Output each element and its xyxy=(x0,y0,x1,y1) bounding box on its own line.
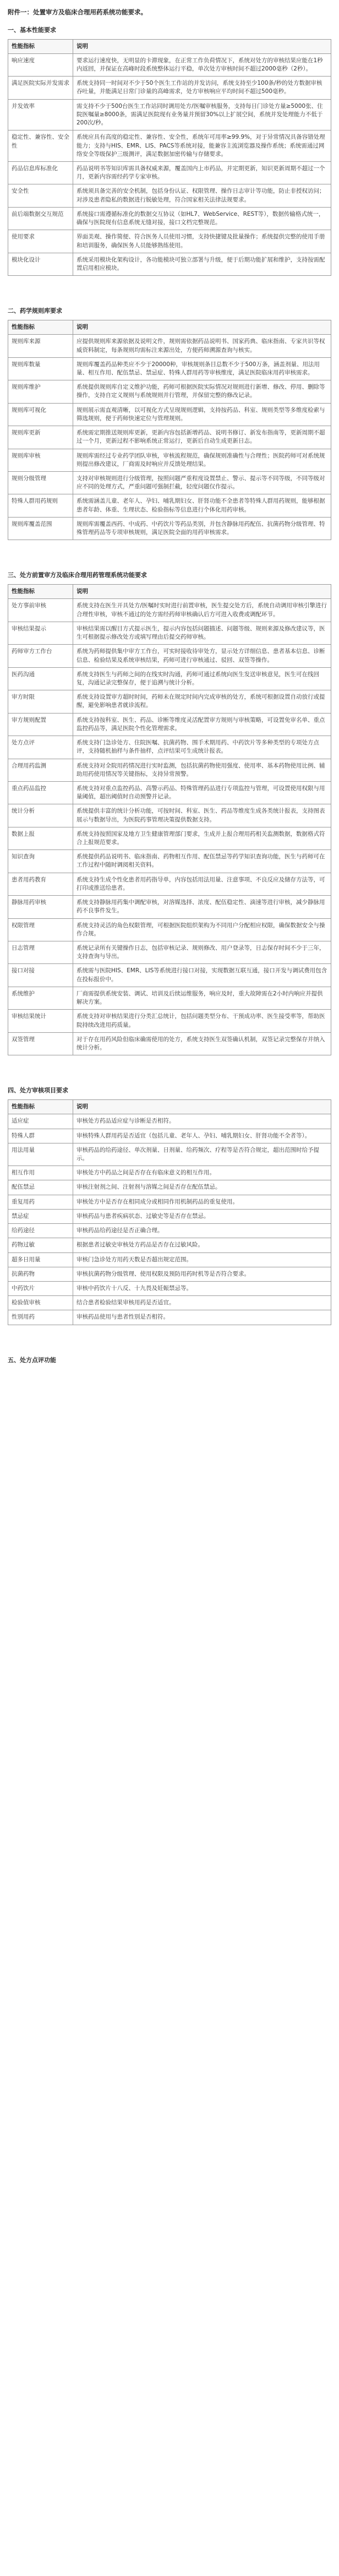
section-title: 四、处方审核项目要求 xyxy=(8,1087,68,1094)
metric-name: 系统维护 xyxy=(8,987,73,1009)
metric-description: 支持对审核规则进行分级管理，按照问题严重程度设置禁止、警示、提示等不同等级，不同等级对应不同的处理方式，严重问题可强制拦截，轻度问题仅作提示。 xyxy=(73,471,331,494)
table-row xyxy=(8,1310,331,1325)
metric-name: 统计分析 xyxy=(8,804,73,827)
table-row xyxy=(8,850,331,873)
metric-description: 结合患者检验结果审核用药是否适宜。 xyxy=(73,1296,331,1310)
table-row xyxy=(8,622,331,644)
metric-description: 审核处方中是否存在相同成分或相同作用机制药品的重复使用。 xyxy=(73,1195,331,1209)
table-row xyxy=(8,184,331,207)
column-header-description: 说明 xyxy=(73,320,331,335)
metric-name: 知识查询 xyxy=(8,850,73,873)
section-gap xyxy=(8,540,331,562)
metric-description: 对于存在用药风险但临床确需使用的处方，系统支持医生双签确认机制，双签记录完整保存并纳入统计分析。 xyxy=(73,1032,331,1055)
section-title: 五、处方点评功能 xyxy=(8,1356,56,1364)
table-row xyxy=(8,781,331,804)
sections-container xyxy=(8,26,331,1365)
table-row xyxy=(8,471,331,494)
metric-description: 系统支持生成个性化患者用药指导单，内容包括用法用量、注意事项、不良反应及储存方法等，可打印或推送给患者。 xyxy=(73,873,331,895)
table-row xyxy=(8,130,331,162)
metric-name: 权限管理 xyxy=(8,918,73,941)
metric-description: 审核结果需以醒目方式提示医生，提示内容包括问题描述、问题等级、规则来源及修改建议等，医生可根据提示修改处方或填写理由后提交药师审核。 xyxy=(73,622,331,644)
table-row xyxy=(8,987,331,1009)
table-row xyxy=(8,335,331,357)
metric-description: 审核抗菌药物分级管理、使用权限及预防用药时机等是否符合要求。 xyxy=(73,1267,331,1281)
metric-description: 系统应具有高度的稳定性、兼容性、安全性，系统年可用率≥99.9%，对于异常情况具备容错处理能力；支持与HIS、EMR、LIS、PACS等系统对接，能兼容主流浏览器及操作系统；系统需通过网络安全等级保护三级测评，满足数据加密传输与存储要求。 xyxy=(73,130,331,162)
section-title: 一、基本性能要求 xyxy=(8,26,56,34)
table-row xyxy=(8,1010,331,1032)
table-row xyxy=(8,873,331,895)
metric-name: 规则库来源 xyxy=(8,335,73,357)
table-row xyxy=(8,403,331,426)
table-row xyxy=(8,426,331,449)
table-row xyxy=(8,517,331,540)
metric-name: 安全性 xyxy=(8,184,73,207)
section-5 xyxy=(8,1356,331,1365)
metric-name: 接口对接 xyxy=(8,964,73,987)
metric-name: 稳定性、兼容性、安全性 xyxy=(8,130,73,162)
table-row xyxy=(8,1209,331,1223)
metric-description: 审核处方中药品之间是否存在有临床意义的相互作用。 xyxy=(73,1166,331,1180)
table-row xyxy=(8,1281,331,1295)
metric-description: 审核药品的给药途径、单次剂量、日剂量、给药频次、疗程等是否符合规定，超出范围时给予提示。 xyxy=(73,1143,331,1166)
table-row xyxy=(8,690,331,713)
metric-description: 规则库覆盖药品种类应不少于20000种，审核规则条目总数不少于500万条，涵盖剂量、用法用量、相互作用、配伍禁忌、禁忌症、特殊人群用药等审核维度，满足医院临床用药审核需求。 xyxy=(73,357,331,380)
requirements-table xyxy=(8,1099,331,1325)
requirements-table xyxy=(8,320,331,540)
metric-description: 审核门急诊处方用药天数是否超出规定范围。 xyxy=(73,1252,331,1267)
table-row xyxy=(8,759,331,781)
table-row xyxy=(8,941,331,964)
table-header-row xyxy=(8,39,331,53)
metric-description: 规则库需经过专业药学团队审核，审核流程规范，确保规则准确性与合理性；医院药师可对系统规则提出修改建议，厂商需及时响应并反馈处理结果。 xyxy=(73,449,331,471)
metric-description: 应提供规则库来源依据及说明文件，规则需依据药品说明书、国家药典、临床指南、专家共识等权威资料制定，每条规则均需标注来源出处，方便药师溯源查询与核实。 xyxy=(73,335,331,357)
table-row xyxy=(8,645,331,667)
metric-name: 用法用量 xyxy=(8,1143,73,1166)
metric-name: 重点药品监控 xyxy=(8,781,73,804)
table-row xyxy=(8,494,331,517)
table-row xyxy=(8,599,331,622)
metric-description: 系统提供规则库自定义维护功能，药师可根据医院实际情况对规则进行新增、修改、停用、删除等操作，支持自定义规则与系统规则并行管理，并保留完整的修改记录。 xyxy=(73,380,331,403)
requirements-table xyxy=(8,584,331,1055)
metric-name: 超多日用量 xyxy=(8,1252,73,1267)
metric-description: 系统支持按照国家及地方卫生健康管理部门要求，生成并上报合理用药相关监测数据，数据格式符合上报规范要求。 xyxy=(73,827,331,849)
table-row xyxy=(8,1129,331,1143)
table-row xyxy=(8,380,331,403)
table-row xyxy=(8,1180,331,1195)
metric-description: 系统支持按科室、医生、药品、诊断等维度灵活配置审方规则与审核策略，可设置免审名单、重点监控药品等，满足医院个性化管理需求。 xyxy=(73,713,331,736)
table-row xyxy=(8,918,331,941)
metric-description: 系统支持对审核结果进行分类汇总统计，包括问题类型分布、干预成功率、医生接受率等，帮助医院持续改进用药质量。 xyxy=(73,1010,331,1032)
table-row xyxy=(8,1296,331,1310)
requirements-table xyxy=(8,39,331,276)
table-row xyxy=(8,827,331,849)
table-row xyxy=(8,804,331,827)
metric-description: 审核药品使用与患者性别是否相符。 xyxy=(73,1310,331,1325)
metric-name: 规则库审核 xyxy=(8,449,73,471)
metric-description: 系统为药师提供集中审方工作台，可实时接收待审处方，显示处方详细信息、患者基本信息、诊断信息、检验结果及系统审核结果，药师可进行审核通过、驳回、双签等操作。 xyxy=(73,645,331,667)
metric-description: 系统采用模块化架构设计，各功能模块可独立部署与升级，便于后期功能扩展和维护，支持按需配置启用相应模块。 xyxy=(73,253,331,275)
table-row xyxy=(8,1238,331,1252)
metric-description: 药品说明书等知识库需具备权威来源，覆盖国内上市药品，并定期更新，知识更新周期不超过一个月，更新内容需经药学专家审核。 xyxy=(73,162,331,184)
metric-name: 重复用药 xyxy=(8,1195,73,1209)
metric-name: 满足医院实际并发需求 xyxy=(8,77,73,99)
column-header-metric: 性能指标 xyxy=(8,320,73,335)
metric-description: 界面美观、操作简便、符合医务人员使用习惯，支持快捷键及批量操作；系统提供完整的使用手册和培训服务，确保医务人员能够熟练使用。 xyxy=(73,230,331,253)
section-gap xyxy=(8,276,331,298)
metric-description: 系统支持对重点监控药品、高警示药品、特殊管理药品进行专项监控与管理，可设置使用权限与用量阈值，超出阈值时自动预警并记录。 xyxy=(73,781,331,804)
metric-description: 系统支持门急诊处方、住院医嘱、抗菌药物、围手术期用药、中药饮片等多种类型的专项处方点评，支持随机抽样与条件抽样，点评结果可生成统计报表。 xyxy=(73,736,331,759)
document-heading: 附件一：处置审方及临床合理用药系统功能要求。 xyxy=(8,8,147,16)
metric-name: 规则库维护 xyxy=(8,380,73,403)
metric-name: 规则库可视化 xyxy=(8,403,73,426)
metric-name: 使用要求 xyxy=(8,230,73,253)
metric-name: 医药沟通 xyxy=(8,667,73,690)
metric-name: 性别用药 xyxy=(8,1310,73,1325)
metric-name: 规则库覆盖范围 xyxy=(8,517,73,540)
table-row xyxy=(8,77,331,99)
metric-description: 系统支持设置审方超时时间，药师未在规定时间内完成审核的处方，系统可根据设置自动放行或提醒，避免影响患者就诊流程。 xyxy=(73,690,331,713)
metric-description: 系统支持在医生开具处方/医嘱时实时进行前置审核，医生提交处方后，系统自动调用审核引擎进行合理性审核，审核不通过的处方需经药师审核确认后方可进入收费或调配环节。 xyxy=(73,599,331,622)
section-gap xyxy=(8,1055,331,1077)
metric-description: 根据患者过敏史审核处方药品是否存在过敏风险。 xyxy=(73,1238,331,1252)
section-4 xyxy=(8,1086,331,1325)
column-header-metric: 性能指标 xyxy=(8,39,73,53)
metric-description: 厂商需提供系统安装、调试、培训及后续运维服务，响应及时，重大故障需在2小时内响应并提供解决方案。 xyxy=(73,987,331,1009)
metric-name: 并发效率 xyxy=(8,99,73,130)
metric-description: 系统须具备完善的安全机制，包括身份认证、权限管理、操作日志审计等功能，防止非授权访问；对涉及患者隐私的数据进行脱敏处理，符合国家相关法律法规要求。 xyxy=(73,184,331,207)
metric-name: 患者用药教育 xyxy=(8,873,73,895)
table-row xyxy=(8,99,331,130)
metric-name: 响应速度 xyxy=(8,53,73,76)
table-row xyxy=(8,1195,331,1209)
metric-name: 给药途径 xyxy=(8,1224,73,1238)
table-row xyxy=(8,449,331,471)
table-row xyxy=(8,1143,331,1166)
metric-name: 相互作用 xyxy=(8,1166,73,1180)
metric-name: 审方规则配置 xyxy=(8,713,73,736)
table-row xyxy=(8,1252,331,1267)
table-row xyxy=(8,162,331,184)
metric-description: 规则展示需直观清晰，以可视化方式呈现规则逻辑，支持按药品、科室、规则类型等多维度检索与筛选规则，便于药师快速定位与管理规则。 xyxy=(73,403,331,426)
metric-name: 审核结果统计 xyxy=(8,1010,73,1032)
metric-description: 系统支持同一时间对不少于50个医生工作站的并发访问，系统支持至少100条/秒的处方数据审核吞吐量，并能满足日常门诊量的高峰需求，处方审核响应平均时间不超过500毫秒。 xyxy=(73,77,331,99)
metric-name: 处方事前审核 xyxy=(8,599,73,622)
metric-description: 需支持不少于500台医生工作站同时调用处方/医嘱审核服务，支持每日门诊处方量≥5000张、住院医嘱量≥8000条，需满足医院现有业务量并预留30%以上扩展空间，系统并发处理能力不低于200次/秒。 xyxy=(73,99,331,130)
metric-name: 前后端数据交互规范 xyxy=(8,207,73,230)
metric-name: 合理用药监测 xyxy=(8,759,73,781)
column-header-metric: 性能指标 xyxy=(8,1100,73,1114)
table-row xyxy=(8,736,331,759)
column-header-description: 说明 xyxy=(73,39,331,53)
metric-name: 处方点评 xyxy=(8,736,73,759)
metric-name: 日志管理 xyxy=(8,941,73,964)
table-row xyxy=(8,230,331,253)
metric-description: 要求运行速度快，无明显的卡滞现象，在正常工作负荷情况下，系统对处方的审核结果应能在1秒内返回，并保证在高峰时段系统整体运行平稳，单次处方审核时间不超过2000毫秒（2秒）。 xyxy=(73,53,331,76)
metric-name: 模块化设计 xyxy=(8,253,73,275)
table-row xyxy=(8,713,331,736)
metric-description: 审核药品与患者疾病状态、过敏史等是否存在禁忌。 xyxy=(73,1209,331,1223)
metric-name: 规则库数量 xyxy=(8,357,73,380)
table-header-row xyxy=(8,585,331,599)
metric-description: 审核中药饮片十八反、十九畏及妊娠禁忌等。 xyxy=(73,1281,331,1295)
metric-name: 禁忌症 xyxy=(8,1209,73,1223)
metric-description: 系统提供丰富的统计分析功能，可按时间、科室、医生、药品等维度生成各类统计报表，支持图表展示与数据导出，为医院药事管理决策提供数据支持。 xyxy=(73,804,331,827)
metric-name: 规则库更新 xyxy=(8,426,73,449)
column-header-description: 说明 xyxy=(73,585,331,599)
section-3 xyxy=(8,571,331,1055)
section-2 xyxy=(8,307,331,540)
metric-description: 系统需与医院HIS、EMR、LIS等系统进行接口对接，实现数据互联互通，接口开发与调试费用包含在投标报价中。 xyxy=(73,964,331,987)
metric-description: 系统需定期推送规则库更新，更新内容包括新增药品、说明书修订、新发布指南等，更新周期不超过一个月，更新过程不影响系统正常运行，更新后自动生成更新日志。 xyxy=(73,426,331,449)
table-row xyxy=(8,53,331,76)
metric-name: 药师审方工作台 xyxy=(8,645,73,667)
metric-name: 配伍禁忌 xyxy=(8,1180,73,1195)
metric-description: 审核药品给药途径是否正确合理。 xyxy=(73,1224,331,1238)
metric-description: 审核注射剂之间、注射剂与溶媒之间是否存在配伍禁忌。 xyxy=(73,1180,331,1195)
metric-description: 系统支持静脉用药集中调配审核，对溶媒选择、浓度、配伍稳定性、滴速等进行审核，减少静脉用药不良事件发生。 xyxy=(73,896,331,918)
column-header-metric: 性能指标 xyxy=(8,585,73,599)
metric-name: 规则分级管理 xyxy=(8,471,73,494)
metric-description: 系统支持对全院用药情况进行实时监测，包括抗菌药物使用强度、使用率、基本药物使用比例、辅助用药使用情况等关键指标，支持异常预警。 xyxy=(73,759,331,781)
table-row xyxy=(8,1032,331,1055)
metric-name: 药品信息库标准化 xyxy=(8,162,73,184)
metric-description: 系统支持灵活的角色权限管理，可根据医院组织架构为不同用户分配相应权限，确保数据安全与操作合规。 xyxy=(73,918,331,941)
metric-description: 系统记录所有关键操作日志，包括审核记录、规则修改、用户登录等，日志保存时间不少于三年，支持查询与导出。 xyxy=(73,941,331,964)
table-row xyxy=(8,253,331,275)
table-row xyxy=(8,1114,331,1129)
metric-name: 静脉用药审核 xyxy=(8,896,73,918)
metric-name: 数据上报 xyxy=(8,827,73,849)
metric-name: 特殊人群 xyxy=(8,1129,73,1143)
metric-description: 规则库需覆盖西药、中成药、中药饮片等药品类别，并包含静脉用药配伍、抗菌药物分级管理、特殊管理药品等专项审核规则，满足医院全面的用药审核需求。 xyxy=(73,517,331,540)
section-1 xyxy=(8,26,331,276)
metric-name: 检验值审核 xyxy=(8,1296,73,1310)
metric-description: 审核特殊人群用药是否适宜（包括儿童、老年人、孕妇、哺乳期妇女、肝肾功能不全者等）。 xyxy=(73,1129,331,1143)
metric-description: 系统接口需遵循标准化的数据交互协议（如HL7、WebService、REST等），数据传输格式统一，确保与医院现有信息系统无缝对接，接口文档完整规范。 xyxy=(73,207,331,230)
table-row xyxy=(8,207,331,230)
metric-name: 双签管理 xyxy=(8,1032,73,1055)
section-gap xyxy=(8,1325,331,1347)
metric-name: 中药饮片 xyxy=(8,1281,73,1295)
metric-description: 审核处方药品适应症与诊断是否相符。 xyxy=(73,1114,331,1129)
metric-name: 抗菌药物 xyxy=(8,1267,73,1281)
table-row xyxy=(8,1267,331,1281)
table-header-row xyxy=(8,1100,331,1114)
table-row xyxy=(8,357,331,380)
column-header-description: 说明 xyxy=(73,1100,331,1114)
table-row xyxy=(8,1166,331,1180)
table-row xyxy=(8,964,331,987)
metric-name: 审核结果提示 xyxy=(8,622,73,644)
metric-name: 适应症 xyxy=(8,1114,73,1129)
table-row xyxy=(8,667,331,690)
metric-description: 系统需涵盖儿童、老年人、孕妇、哺乳期妇女、肝肾功能不全患者等特殊人群用药规则，能够根据患者年龄、体重、生理状态、检验指标等信息进行个体化用药审核。 xyxy=(73,494,331,517)
metric-description: 系统支持医生与药师之间的在线实时沟通，药师可通过系统向医生发送审核意见，医生可在线回复，沟通记录完整保存，便于追溯与统计分析。 xyxy=(73,667,331,690)
metric-name: 药物过敏 xyxy=(8,1238,73,1252)
metric-name: 审方时限 xyxy=(8,690,73,713)
metric-name: 特殊人群用药规则 xyxy=(8,494,73,517)
table-row xyxy=(8,1224,331,1238)
section-title: 二、药学规则库要求 xyxy=(8,307,62,315)
table-row xyxy=(8,896,331,918)
metric-description: 系统提供药品说明书、临床指南、药物相互作用、配伍禁忌等药学知识查询功能，医生与药师可在工作过程中随时调阅相关资料。 xyxy=(73,850,331,873)
section-title: 三、处方前置审方及临床合理用药管理系统功能要求 xyxy=(8,571,147,579)
table-header-row xyxy=(8,320,331,335)
